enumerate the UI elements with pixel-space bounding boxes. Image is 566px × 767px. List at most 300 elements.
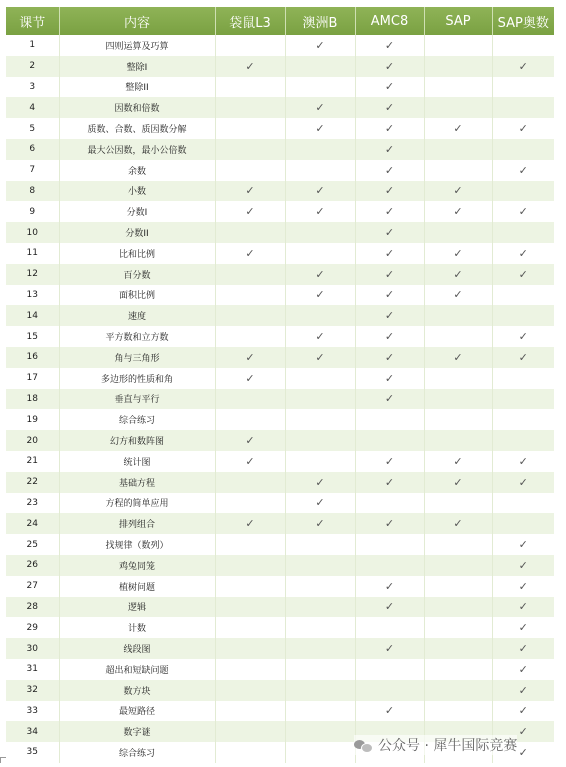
check-cell <box>424 389 492 410</box>
check-cell <box>285 77 355 98</box>
check-icon: ✓ <box>518 267 528 281</box>
check-cell <box>285 389 355 410</box>
check-cell <box>424 597 492 618</box>
lesson-number: 29 <box>6 617 59 638</box>
table-row <box>6 493 554 514</box>
lesson-number: 17 <box>6 368 59 389</box>
check-icon: ✓ <box>453 184 463 198</box>
lesson-content: 植树问题 <box>59 576 215 597</box>
check-icon: ✓ <box>384 59 395 73</box>
check-icon: ✓ <box>384 142 395 156</box>
check-cell <box>492 56 554 77</box>
watermark-text: 公众号 · 犀牛国际竞赛 <box>378 738 518 754</box>
check-cell <box>492 638 554 659</box>
check-cell <box>215 555 285 576</box>
check-icon: ✓ <box>518 475 528 489</box>
table-row <box>6 617 554 638</box>
check-icon: ✓ <box>245 205 255 219</box>
check-cell <box>215 35 285 56</box>
check-cell <box>492 659 554 680</box>
check-icon: ✓ <box>453 454 463 468</box>
lesson-content: 超出和短缺问题 <box>59 659 215 680</box>
table-row <box>6 35 554 56</box>
check-cell <box>215 659 285 680</box>
table-row <box>6 139 554 160</box>
header-content: 内容 <box>59 7 215 35</box>
check-cell <box>285 430 355 451</box>
check-cell <box>492 430 554 451</box>
check-icon: ✓ <box>384 642 395 655</box>
check-icon: ✓ <box>384 184 395 198</box>
check-cell <box>355 222 424 243</box>
check-cell <box>285 368 355 389</box>
check-cell <box>424 201 492 222</box>
lesson-content: 数方块 <box>59 680 215 701</box>
lesson-number: 21 <box>6 451 59 472</box>
check-icon: ✓ <box>384 101 395 115</box>
lesson-number: 20 <box>6 430 59 451</box>
check-cell <box>285 721 355 742</box>
lesson-content: 质数、合数、质因数分解 <box>59 118 215 139</box>
lesson-content: 最短路径 <box>59 701 215 722</box>
check-cell <box>492 680 554 701</box>
check-icon: ✓ <box>384 475 395 489</box>
check-icon: ✓ <box>245 350 255 364</box>
check-cell <box>285 576 355 597</box>
check-cell <box>492 285 554 306</box>
check-cell <box>285 97 355 118</box>
check-icon: ✓ <box>453 350 463 364</box>
check-cell <box>492 139 554 160</box>
header-sap: SAP <box>424 7 492 35</box>
check-icon: ✓ <box>518 745 528 759</box>
table-row <box>6 222 554 243</box>
check-icon: ✓ <box>384 246 395 260</box>
table-row <box>6 264 554 285</box>
check-icon: ✓ <box>453 517 463 531</box>
check-cell <box>424 472 492 493</box>
lesson-number: 7 <box>6 160 59 181</box>
check-cell <box>355 326 424 347</box>
lesson-content: 小数 <box>59 181 215 202</box>
check-cell <box>215 222 285 243</box>
table-row <box>6 56 554 77</box>
syllabus-table <box>6 7 554 763</box>
lesson-number: 13 <box>6 285 59 306</box>
check-cell <box>285 742 355 763</box>
header-amc8: AMC8 <box>355 7 424 35</box>
check-icon: ✓ <box>315 496 325 510</box>
check-icon: ✓ <box>315 350 325 364</box>
lesson-number: 3 <box>6 77 59 98</box>
check-cell <box>285 680 355 701</box>
header-lesson: 课节 <box>6 7 59 35</box>
check-cell <box>492 534 554 555</box>
check-cell <box>492 35 554 56</box>
lesson-number: 27 <box>6 576 59 597</box>
check-cell <box>492 347 554 368</box>
check-cell <box>355 680 424 701</box>
lesson-number: 30 <box>6 638 59 659</box>
check-cell <box>424 326 492 347</box>
lesson-number: 23 <box>6 493 59 514</box>
check-icon: ✓ <box>384 226 395 240</box>
check-icon: ✓ <box>518 454 528 468</box>
lesson-content: 数字谜 <box>59 721 215 742</box>
check-cell <box>215 160 285 181</box>
check-cell <box>285 118 355 139</box>
table-row <box>6 555 554 576</box>
header-sap-olympiad: SAP奥数 <box>492 7 554 35</box>
lesson-number: 26 <box>6 555 59 576</box>
lesson-content: 分数II <box>59 222 215 243</box>
check-cell <box>355 472 424 493</box>
check-cell <box>424 222 492 243</box>
check-icon: ✓ <box>384 163 395 177</box>
check-icon: ✓ <box>315 330 325 344</box>
check-cell <box>424 409 492 430</box>
check-icon: ✓ <box>518 122 528 136</box>
check-icon: ✓ <box>453 205 463 219</box>
lesson-number: 12 <box>6 264 59 285</box>
check-cell <box>424 56 492 77</box>
check-cell <box>492 77 554 98</box>
lesson-content: 逻辑 <box>59 597 215 618</box>
lesson-number: 11 <box>6 243 59 264</box>
check-cell <box>285 181 355 202</box>
table-row <box>6 347 554 368</box>
check-icon: ✓ <box>245 517 255 531</box>
check-cell <box>492 97 554 118</box>
lesson-content: 找规律（数列） <box>59 534 215 555</box>
check-cell <box>424 701 492 722</box>
table-row <box>6 680 554 701</box>
check-cell <box>285 638 355 659</box>
lesson-content: 角与三角形 <box>59 347 215 368</box>
check-cell <box>424 617 492 638</box>
check-cell <box>492 181 554 202</box>
check-icon: ✓ <box>518 621 528 635</box>
check-cell <box>285 597 355 618</box>
check-cell <box>215 285 285 306</box>
lesson-content: 综合练习 <box>59 742 215 763</box>
lesson-number: 5 <box>6 118 59 139</box>
check-cell <box>285 264 355 285</box>
check-cell <box>285 701 355 722</box>
check-cell <box>424 451 492 472</box>
check-icon: ✓ <box>518 246 528 260</box>
check-cell <box>215 742 285 763</box>
check-cell <box>215 680 285 701</box>
lesson-number: 28 <box>6 597 59 618</box>
check-cell <box>492 201 554 222</box>
check-cell <box>215 347 285 368</box>
check-cell <box>492 409 554 430</box>
check-cell <box>355 368 424 389</box>
lesson-content: 面积比例 <box>59 285 215 306</box>
check-cell <box>355 181 424 202</box>
lesson-number: 14 <box>6 305 59 326</box>
check-cell <box>215 721 285 742</box>
lesson-content: 幻方和数阵图 <box>59 430 215 451</box>
watermark <box>354 735 517 755</box>
check-icon: ✓ <box>384 600 395 614</box>
lesson-content: 平方数和立方数 <box>59 326 215 347</box>
check-cell <box>285 513 355 534</box>
lesson-number: 10 <box>6 222 59 243</box>
table-row <box>6 576 554 597</box>
check-icon: ✓ <box>518 558 528 572</box>
check-cell <box>424 160 492 181</box>
check-cell <box>424 534 492 555</box>
table-row <box>6 430 554 451</box>
table-row <box>6 534 554 555</box>
check-cell <box>355 264 424 285</box>
check-cell <box>424 680 492 701</box>
check-icon: ✓ <box>384 704 395 718</box>
check-icon: ✓ <box>315 517 325 531</box>
check-cell <box>355 35 424 56</box>
check-cell <box>355 493 424 514</box>
table-row <box>6 701 554 722</box>
lesson-number: 35 <box>6 742 59 763</box>
check-cell <box>424 368 492 389</box>
table-row <box>6 201 554 222</box>
check-icon: ✓ <box>315 288 325 302</box>
check-cell <box>215 264 285 285</box>
check-cell <box>492 326 554 347</box>
check-icon: ✓ <box>384 122 395 136</box>
table-body <box>6 35 554 763</box>
check-icon: ✓ <box>518 205 528 219</box>
lesson-number: 33 <box>6 701 59 722</box>
check-cell <box>492 305 554 326</box>
check-cell <box>424 493 492 514</box>
check-icon: ✓ <box>245 454 255 468</box>
check-cell <box>215 701 285 722</box>
check-cell <box>355 243 424 264</box>
check-icon: ✓ <box>518 350 528 364</box>
check-cell <box>215 430 285 451</box>
check-icon: ✓ <box>315 101 325 115</box>
check-cell <box>355 597 424 618</box>
lesson-content: 排列组合 <box>59 513 215 534</box>
check-icon: ✓ <box>384 454 395 468</box>
check-cell <box>424 285 492 306</box>
check-cell <box>492 389 554 410</box>
check-cell <box>285 35 355 56</box>
lesson-content: 余数 <box>59 160 215 181</box>
check-icon: ✓ <box>384 288 395 302</box>
lesson-content: 多边形的性质和角 <box>59 368 215 389</box>
check-icon: ✓ <box>453 475 463 489</box>
check-cell <box>285 139 355 160</box>
check-icon: ✓ <box>245 59 255 73</box>
lesson-number: 34 <box>6 721 59 742</box>
check-cell <box>285 555 355 576</box>
check-cell <box>424 118 492 139</box>
check-icon: ✓ <box>245 371 255 385</box>
check-icon: ✓ <box>384 579 395 593</box>
lesson-number: 22 <box>6 472 59 493</box>
table-row <box>6 305 554 326</box>
check-icon: ✓ <box>384 350 395 364</box>
check-icon: ✓ <box>453 246 463 260</box>
check-icon: ✓ <box>245 246 255 260</box>
lesson-content: 分数I <box>59 201 215 222</box>
table-row <box>6 97 554 118</box>
check-cell <box>285 285 355 306</box>
check-icon: ✓ <box>518 538 528 552</box>
check-cell <box>285 56 355 77</box>
wechat-icon <box>354 738 372 752</box>
check-cell <box>215 534 285 555</box>
check-icon: ✓ <box>384 309 395 323</box>
check-cell <box>355 97 424 118</box>
lesson-number: 18 <box>6 389 59 410</box>
check-icon: ✓ <box>245 184 255 198</box>
check-cell <box>285 326 355 347</box>
lesson-content: 比和比例 <box>59 243 215 264</box>
check-icon: ✓ <box>518 600 528 614</box>
check-cell <box>215 368 285 389</box>
lesson-content: 整除II <box>59 77 215 98</box>
check-cell <box>492 617 554 638</box>
table-row <box>6 77 554 98</box>
check-icon: ✓ <box>315 267 325 281</box>
check-cell <box>355 659 424 680</box>
check-cell <box>215 97 285 118</box>
check-icon: ✓ <box>453 267 463 281</box>
check-icon: ✓ <box>518 683 528 697</box>
check-cell <box>215 201 285 222</box>
check-cell <box>215 617 285 638</box>
check-cell <box>424 347 492 368</box>
check-cell <box>285 659 355 680</box>
check-cell <box>285 493 355 514</box>
check-cell <box>285 409 355 430</box>
table-row <box>6 326 554 347</box>
check-cell <box>424 513 492 534</box>
check-cell <box>492 701 554 722</box>
check-icon: ✓ <box>384 371 395 385</box>
check-cell <box>355 139 424 160</box>
table-row <box>6 659 554 680</box>
lesson-number: 24 <box>6 513 59 534</box>
check-icon: ✓ <box>384 205 395 219</box>
check-icon: ✓ <box>384 517 395 531</box>
check-cell <box>355 77 424 98</box>
check-cell <box>215 77 285 98</box>
lesson-number: 15 <box>6 326 59 347</box>
check-cell <box>215 493 285 514</box>
check-cell <box>492 597 554 618</box>
table-row <box>6 409 554 430</box>
check-icon: ✓ <box>315 122 325 136</box>
check-icon: ✓ <box>518 59 528 73</box>
check-icon: ✓ <box>518 579 528 593</box>
check-cell <box>424 638 492 659</box>
check-cell <box>285 347 355 368</box>
table-row <box>6 118 554 139</box>
check-cell <box>215 638 285 659</box>
check-cell <box>215 305 285 326</box>
check-cell <box>355 285 424 306</box>
check-cell <box>215 389 285 410</box>
check-cell <box>424 576 492 597</box>
check-cell <box>215 56 285 77</box>
check-cell <box>492 472 554 493</box>
check-icon: ✓ <box>518 330 528 344</box>
check-cell <box>492 118 554 139</box>
lesson-content: 线段图 <box>59 638 215 659</box>
lesson-number: 4 <box>6 97 59 118</box>
table-row <box>6 160 554 181</box>
check-cell <box>355 160 424 181</box>
check-cell <box>492 513 554 534</box>
check-cell <box>285 201 355 222</box>
check-icon: ✓ <box>315 205 325 219</box>
check-cell <box>285 160 355 181</box>
check-cell <box>355 576 424 597</box>
check-cell <box>215 597 285 618</box>
lesson-number: 25 <box>6 534 59 555</box>
lesson-number: 2 <box>6 56 59 77</box>
check-cell <box>355 555 424 576</box>
check-cell <box>424 97 492 118</box>
lesson-number: 16 <box>6 347 59 368</box>
check-cell <box>355 638 424 659</box>
lesson-content: 垂直与平行 <box>59 389 215 410</box>
check-icon: ✓ <box>315 475 325 489</box>
check-cell <box>355 451 424 472</box>
check-cell <box>285 451 355 472</box>
check-cell <box>355 617 424 638</box>
check-cell <box>424 555 492 576</box>
lesson-number: 31 <box>6 659 59 680</box>
check-cell <box>355 118 424 139</box>
lesson-content: 百分数 <box>59 264 215 285</box>
check-cell <box>215 181 285 202</box>
check-icon: ✓ <box>384 330 395 344</box>
lesson-content: 四则运算及巧算 <box>59 35 215 56</box>
check-cell <box>492 222 554 243</box>
table-header-row <box>6 7 554 35</box>
check-cell <box>355 409 424 430</box>
check-icon: ✓ <box>384 38 395 52</box>
lesson-content: 基础方程 <box>59 472 215 493</box>
check-cell <box>424 243 492 264</box>
check-icon: ✓ <box>245 434 255 448</box>
check-icon: ✓ <box>518 642 528 655</box>
check-icon: ✓ <box>384 392 395 406</box>
lesson-number: 8 <box>6 181 59 202</box>
lesson-number: 6 <box>6 139 59 160</box>
lesson-number: 32 <box>6 680 59 701</box>
check-cell <box>285 472 355 493</box>
check-cell <box>492 493 554 514</box>
check-cell <box>424 305 492 326</box>
check-cell <box>355 534 424 555</box>
check-cell <box>492 243 554 264</box>
lesson-number: 9 <box>6 201 59 222</box>
header-kangaroo-l3: 袋鼠L3 <box>215 7 285 35</box>
table-row <box>6 513 554 534</box>
check-icon: ✓ <box>453 122 463 136</box>
check-cell <box>424 77 492 98</box>
check-icon: ✓ <box>315 184 325 198</box>
check-cell <box>355 347 424 368</box>
